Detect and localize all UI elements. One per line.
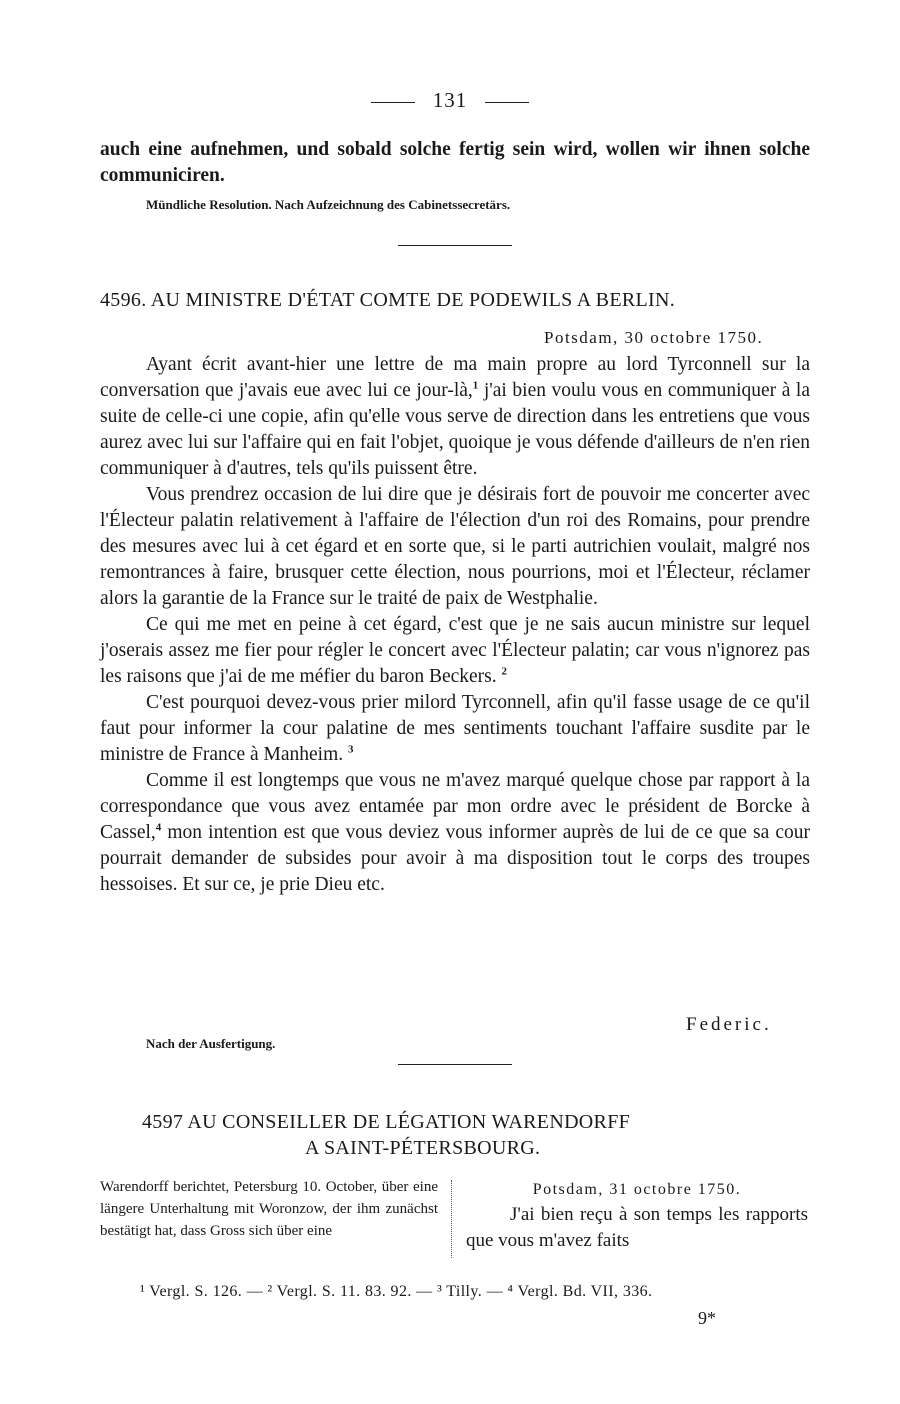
letter-4597-dateline: Potsdam, 31 octobre 1750. bbox=[532, 1181, 742, 1198]
letter-4597-summary bbox=[100, 1176, 438, 1242]
letter-4596-body bbox=[100, 352, 810, 898]
letter-4596-heading: 4596. AU MINISTRE D'ÉTAT COMTE DE PODEWILS A BERLIN. bbox=[100, 289, 676, 311]
continuation-paragraph: auch eine aufnehmen, und sobald solche fertig sein wird, wollen wir ihnen solche communiciren. bbox=[100, 139, 810, 186]
letter-4596-paragraph-2: Vous prendrez occasion de lui dire que je désirais fort de pouvoir me concerter avec l'Électeur palatin relativement à l'affaire de l'élection d'un roi des Romains, pour prendre des mesures avec lui à cet égard et en sorte que, si le parti autrichien voulait, malgré nos remontrances à faire, brusquer cette élection, nous pourrions, moi et l'Électeur, réclamer alors la garantie de la France sur le traité de paix de Westphalie. bbox=[100, 484, 810, 609]
letter-4597-text: J'ai bien reçu à son temps les rapports que vous m'avez faits bbox=[466, 1204, 808, 1251]
letter-4597-heading-line2: A SAINT-PÉTERSBOURG. bbox=[305, 1137, 541, 1159]
paragraph-1-part-b: j'ai bien voulu vous en communiquer à la suite de celle-ci une copie, afin qu'elle vous serve de direction dans les entretiens que vous aurez avec lui sur l'affaire qui en fait l'objet, quoique je vous défende d'ailleurs de n'en rien communiquer à d'autres, tels qu'ils puissent être. bbox=[100, 380, 810, 479]
header-dash-left bbox=[371, 102, 415, 103]
page-header bbox=[0, 88, 900, 113]
letter-4596-source: Nach der Ausfertigung. bbox=[146, 1036, 276, 1051]
section-divider-2 bbox=[398, 1064, 512, 1065]
footnote-ref-1: 1 bbox=[472, 379, 479, 392]
paragraph-5-part-a: Comme il est longtemps que vous ne m'avez marqué quelque chose par rapport à la correspondance que vous avez entamée par mon ordre avec le président de Borcke à Cassel, bbox=[100, 770, 810, 843]
letter-4596-paragraph-3 bbox=[100, 612, 810, 690]
continuation-source: Mündliche Resolution. Nach Aufzeichnung des Cabinetssecretärs. bbox=[146, 197, 511, 212]
letter-4596-dateline: Potsdam, 30 octobre 1750. bbox=[544, 328, 764, 347]
letter-4596-paragraph-1 bbox=[100, 352, 810, 482]
letter-4596-signature: Federic. bbox=[686, 1014, 772, 1035]
signature-mark: 9* bbox=[698, 1308, 716, 1328]
section-divider-1 bbox=[398, 245, 512, 246]
footnote-ref-2: 2 bbox=[501, 665, 508, 678]
continuation-text bbox=[100, 137, 810, 189]
footnote-ref-3: 3 bbox=[348, 743, 354, 756]
paragraph-5-part-b: mon intention est que vous deviez vous informer auprès de lui de ce que sa cour pourrait demander de subsides pour avoir à ma disposition tout le corps des troupes hessoises. Et sur ce, je prie Dieu etc. bbox=[100, 822, 810, 895]
letter-4596-paragraph-4 bbox=[100, 690, 810, 768]
letter-4597-body bbox=[466, 1178, 808, 1254]
footnote-ref-4: 4 bbox=[155, 821, 162, 834]
header-dash-right bbox=[485, 102, 529, 103]
paragraph-4-text: C'est pourquoi devez-vous prier milord Tyrconnell, afin qu'il fasse usage de ce qu'il faut pour informer la cour palatine de mes sentiments touchant l'affaire susdite par le ministre de France à Manheim. bbox=[100, 692, 810, 765]
column-separator bbox=[451, 1180, 452, 1258]
letter-4596-paragraph-5 bbox=[100, 768, 810, 898]
page-number: 131 bbox=[432, 88, 468, 112]
summary-text: Warendorff berichtet, Petersburg 10. October, über eine längere Unterhaltung mit Woronzow, der ihm zunächst bestätigt hat, dass Gross sich über eine bbox=[100, 1179, 438, 1239]
letter-4597-heading-line1: 4597 AU CONSEILLER DE LÉGATION WARENDORFF bbox=[142, 1111, 631, 1133]
footnotes: ¹ Vergl. S. 126. — ² Vergl. S. 11. 83. 92. — ³ Tilly. — ⁴ Vergl. Bd. VII, 336. bbox=[140, 1283, 653, 1300]
paragraph-3-text: Ce qui me met en peine à cet égard, c'est que je ne sais aucun ministre sur lequel j'oserais assez me fier pour régler le concert avec l'Électeur palatin; car vous n'ignorez pas les raisons que j'ai de me méfier du baron Beckers. bbox=[100, 614, 810, 687]
paragraph-1-part-a: Ayant écrit avant-hier une lettre de ma main propre au lord Tyrconnell sur la conversation que j'avais eue avec lui ce jour-là, bbox=[100, 354, 810, 401]
